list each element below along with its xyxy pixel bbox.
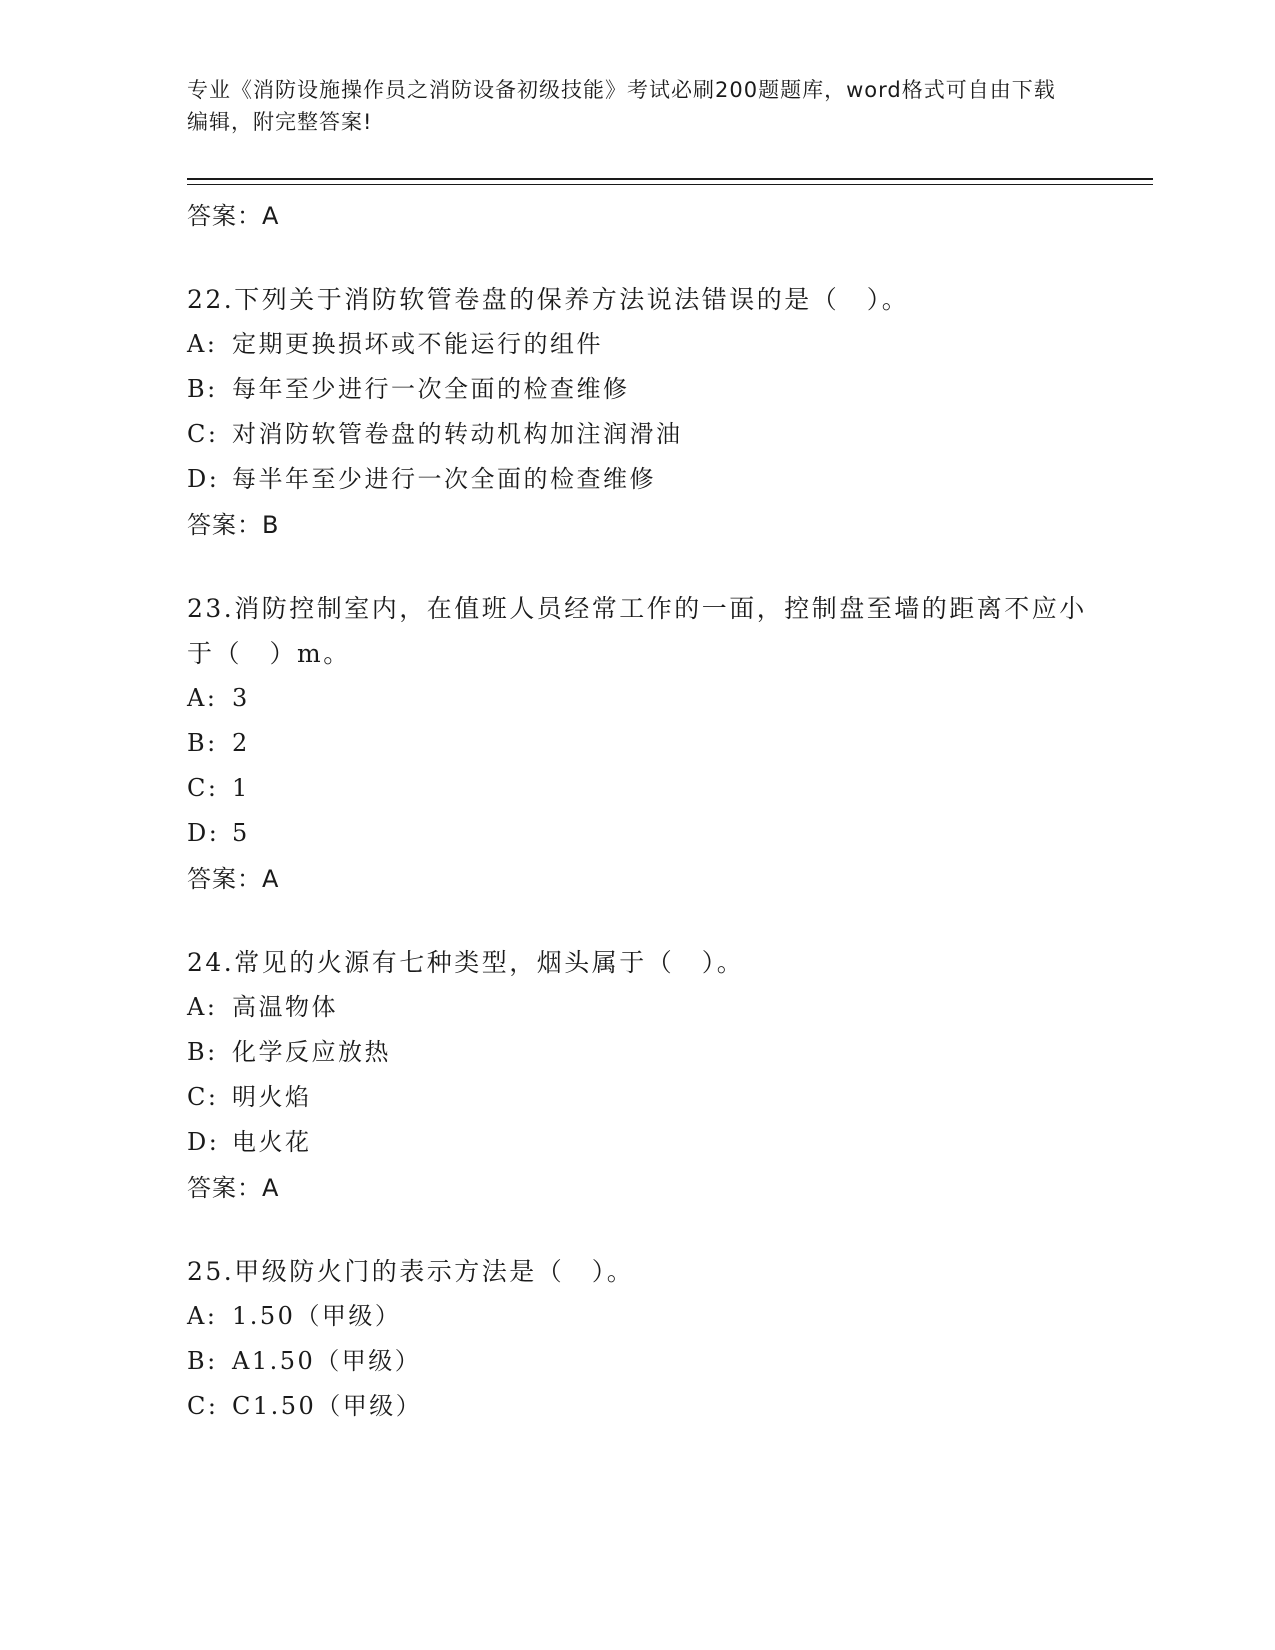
option-letter: B: bbox=[187, 729, 218, 757]
option-text: 2 bbox=[232, 729, 250, 757]
option-letter: C: bbox=[187, 1392, 219, 1420]
option-d bbox=[187, 1120, 1087, 1165]
option-text: 5 bbox=[232, 819, 250, 847]
question-list bbox=[187, 193, 1087, 1429]
option-text: 1 bbox=[232, 774, 250, 802]
option-b bbox=[187, 1339, 1087, 1384]
option-text: 1.50（甲级） bbox=[232, 1302, 402, 1330]
option-letter: C: bbox=[187, 1083, 219, 1111]
option-letter: B: bbox=[187, 1347, 218, 1375]
option-d bbox=[187, 811, 1087, 856]
option-b bbox=[187, 1030, 1087, 1075]
question-23 bbox=[187, 586, 1087, 902]
option-letter: A: bbox=[187, 330, 218, 358]
option-text: C1.50（甲级） bbox=[232, 1392, 423, 1420]
answer-line: 答案：B bbox=[187, 511, 280, 539]
option-text: 3 bbox=[232, 684, 250, 712]
option-letter: B: bbox=[187, 375, 218, 403]
option-a bbox=[187, 1294, 1087, 1339]
answer-line: 答案：A bbox=[187, 202, 280, 230]
option-text: 每半年至少进行一次全面的检查维修 bbox=[232, 465, 656, 493]
option-letter: B: bbox=[187, 1038, 218, 1066]
header-rule-thin bbox=[187, 184, 1153, 185]
option-a bbox=[187, 322, 1087, 367]
option-letter: D: bbox=[187, 819, 220, 847]
option-letter: C: bbox=[187, 420, 219, 448]
option-a bbox=[187, 676, 1087, 721]
option-c bbox=[187, 412, 1087, 457]
option-letter: C: bbox=[187, 774, 219, 802]
option-text: A1.50（甲级） bbox=[232, 1347, 422, 1375]
question-stem: 24.常见的火源有七种类型，烟头属于（ ）。 bbox=[187, 948, 745, 977]
option-text: 明火焰 bbox=[232, 1083, 312, 1111]
question-stem: 22.下列关于消防软管卷盘的保养方法说法错误的是（ ）。 bbox=[187, 285, 910, 314]
option-d bbox=[187, 457, 1087, 502]
question-stem: 23.消防控制室内，在值班人员经常工作的一面，控制盘至墙的距离不应小于（ ）m。 bbox=[187, 594, 1087, 668]
option-c bbox=[187, 766, 1087, 811]
question-24 bbox=[187, 940, 1087, 1211]
option-b bbox=[187, 721, 1087, 766]
option-text: 高温物体 bbox=[232, 993, 338, 1021]
question-22 bbox=[187, 277, 1087, 548]
option-letter: A: bbox=[187, 1302, 218, 1330]
answer-line: 答案：A bbox=[187, 1174, 280, 1202]
header-rule-thick bbox=[187, 178, 1153, 180]
option-c bbox=[187, 1384, 1087, 1429]
option-a bbox=[187, 985, 1087, 1030]
document-header: 专业《消防设施操作员之消防设备初级技能》考试必刷200题题库，word格式可自由下载编辑，附完整答案! bbox=[187, 78, 1056, 134]
option-c bbox=[187, 1075, 1087, 1120]
question-25 bbox=[187, 1249, 1087, 1429]
option-text: 定期更换损坏或不能运行的组件 bbox=[232, 330, 603, 358]
option-letter: A: bbox=[187, 993, 218, 1021]
option-b bbox=[187, 367, 1087, 412]
option-text: 每年至少进行一次全面的检查维修 bbox=[232, 375, 630, 403]
answer-line: 答案：A bbox=[187, 865, 280, 893]
option-text: 电火花 bbox=[232, 1128, 312, 1156]
option-letter: A: bbox=[187, 684, 218, 712]
question-stem: 25.甲级防火门的表示方法是（ ）。 bbox=[187, 1257, 635, 1286]
option-text: 对消防软管卷盘的转动机构加注润滑油 bbox=[232, 420, 683, 448]
option-letter: D: bbox=[187, 465, 220, 493]
option-text: 化学反应放热 bbox=[232, 1038, 391, 1066]
option-letter: D: bbox=[187, 1128, 220, 1156]
